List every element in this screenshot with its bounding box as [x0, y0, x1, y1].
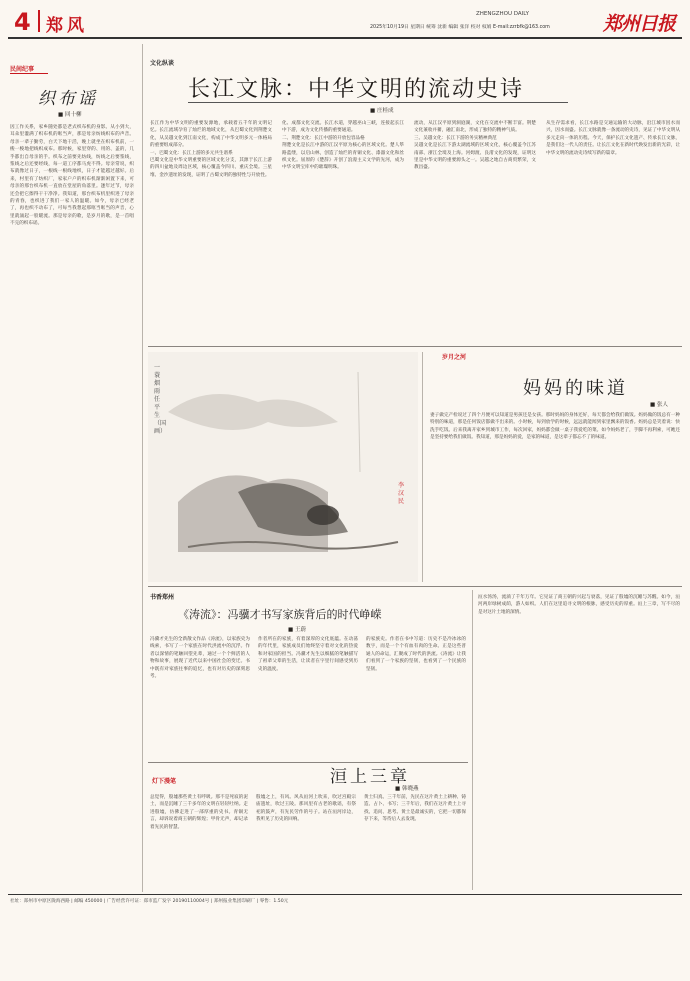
feature-bottom-rule: [148, 346, 682, 347]
essay-col-2: 殷墟之上，有风。风从洹河上吹来，吹过宫殿宗庙遗址，吹过王陵。那风里有古老的歌谣，有祭祀的鼓声，有先民劳作的号子。站在洹河岸边，我听见了历史的回响。: [256, 795, 356, 823]
page-number: 4: [14, 8, 31, 36]
page-number-divider: [38, 10, 40, 32]
mid-rule: [148, 586, 682, 587]
story-article: [428, 352, 682, 582]
footer-rule: [8, 894, 682, 895]
left-column-body: 因工作关系，家乡随处都是老式织布机的身影。从小到大，耳朵里灌满了织布机的哐当声，那是母亲纺线织布的声音。母亲一辈子勤劳，白天下地干活，晚上就坐在织布机前，一梭一梭地把线织成布。那时候，家里穿的、用的、盖的，几乎都出自母亲的手。织布之前要先纺线，纺线之后要浆线，浆线之后还要经线，每一道工序都马虎不得。母亲常说，织布就像过日子，一根线一根线地织，日子才能越过越好。后来，村里有了纺织厂，家家户户的织布机渐渐闲置下来，可母亲的那台织布机一直放在堂屋的角落里。逢年过节，母亲还会把它擦得干干净净。我知道，那台织布机里织进了母亲的青春，也织进了我们一家人的温暖。如今，母亲已经老了，再也织不动布了，可每当我想起那哐当哐当的声音，心里就涌起一股暖流。那是母亲的歌，是岁月的歌，是一首唱不完的织布谣。: [10, 125, 134, 227]
feature-col-4: 从生存需求看，长江水路是交通运输的大动脉，沿江城市因水而兴，因水而盛。长江文脉就像一条流动的史诗，见证了中华文明从多元走向一体的历程。今天，保护长江文化遗产、传承长江文脉，是我们这一代人的责任。让长江文化在新时代焕发出新的光彩，让中华文明的流动史诗续写新的篇章。: [546, 121, 680, 156]
left-tag-underline: [10, 73, 48, 74]
book-review-bottom-rule: [148, 762, 468, 763]
painting-divider: [422, 352, 423, 582]
footer-text: 社址：郑州市中原区陇海西路 | 邮编 450000 | 广告经营许可证：郑市监广发字 20190110004号 | 郑州报业集团印刷厂 | 零售：1.50元: [10, 899, 289, 904]
story-title: 妈妈的味道: [523, 378, 628, 399]
newspaper-logo: 郑州日报: [603, 13, 676, 35]
section-name: 郑风: [46, 16, 88, 36]
feature-title-underline: [188, 102, 568, 103]
feature-col-3: 流动，从江汉平原到洞庭湖，文化在交流中不断丰富。荆楚文化兼收并蓄，融汇南北，形成了独特的精神气质。 三、吴越文化：长江下游的务实精神典范 吴越文化是长江下游太湖流域的区域文化，核心覆盖今江苏南部、浙江全境及上海。河姆渡、良渚文化的发现，证明这里是中华文明的重要源头之一。吴越之地自古商贸繁荣，文教昌盛。: [414, 121, 536, 171]
book-review-tag: 书香郑州: [150, 594, 175, 601]
essay-author: ■ 韩晓燕: [395, 786, 419, 792]
book-review-author: ■ 王蔚: [288, 627, 306, 633]
painting-artist: 李汉民: [398, 482, 405, 505]
header-rule: [8, 37, 682, 39]
book-review-title: 《涛流》：冯骥才书写家族背后的时代峥嵘: [178, 608, 382, 621]
essay-tag: 灯下漫笔: [152, 778, 177, 785]
painting: [148, 352, 418, 582]
story-body: 妻子做完产检说过了四个月便可以知道是男孩还是女孩。那时妈妈的身体还好，每天都会给我们做饭。妈妈做的饭总有一种特别的味道，那是任何饭店都做不出来的。小时候，每到放学的时候，远远就能闻到家里飘来的饭香。妈妈总是笑着说：快洗手吃饭。后来我离开家乡到城市工作，每次回家，妈妈都会做一桌子我爱吃的菜。如今妈妈老了，手脚不再利索，可她还是坚持要给我们做饭。我知道，那是妈妈的爱，是家的味道，是这辈子都忘不了的味道。: [430, 413, 680, 441]
page-header: [8, 6, 682, 36]
essay-title: 洹上三章: [330, 767, 410, 787]
left-column: [8, 44, 138, 889]
story-tag: 岁月之河: [442, 354, 467, 361]
feature-title: 长江文脉：中华文明的流动史诗: [188, 77, 525, 102]
essay-col-4: 洹水汤汤，流淌了千年万年。它见证了商王朝的兴起与衰落，见证了殷墟的沉睡与苏醒。如今，洹河两岸绿树成荫，游人如织。人们在这里追寻文明的根脉，感受历史的厚重。洹上三章，写不尽的是对这片土地的深情。: [478, 595, 680, 615]
ink-painting-image: [148, 352, 418, 582]
feature-tag: 文化纵谈: [150, 60, 175, 67]
left-column-author: ■ 回十柳: [58, 112, 82, 118]
left-column-tag: 民间纪事: [10, 66, 35, 73]
book-review-col-3: 的家族史。作者在书中写道：历史不是冷冰冰的数字，而是一个个有血有肉的生命。正是这些普通人的命运，汇聚成了时代的洪流。《涛流》让我们看到了一个家族的坚韧，也看到了一个民族的坚韧。: [366, 637, 466, 672]
feature-article: [148, 44, 682, 344]
book-review-col-1: 冯骥才先生的全新散文作品《涛流》，以家族史为线索，书写了一个家族在时代洪流中的沉浮。作者以深情的笔触回望先辈，通过一个个鲜活的人物和故事，展现了近代以来中国社会的变迁。书中既有对家族往事的追忆，也有对历史的深刻思考。: [150, 637, 250, 680]
feature-col-2: 化、成都文化交流。长江水道，穿越巫山三峡，连接起长江中下游，成为文化传播的重要通道。 二、荆楚文化：长江中游的开放包容品格 荆楚文化是长江中游的江汉平原为核心的区域文化。楚人筚路蓝缕，以启山林，创造了灿烂的青铜文化、漆器文化和丝织文化。屈原的《楚辞》开创了浪漫主义文学的先河，成为中华文明宝库中的璀璨明珠。: [282, 121, 404, 171]
date-line: 2025年10月19日 星期日 统筹 沈新 编辑 张洋 校对 权娟 E-mail:zzrbfk@163.com: [370, 25, 550, 30]
paper-name-en: ZHENGZHOU DAILY: [476, 11, 529, 17]
feature-col-1: 长江作为中华文明的重要发源地，承载着五千年的文明记忆。长江流域孕育了灿烂的地域文化，从巴蜀文化到荆楚文化，从吴越文化到江南文化，构成了中华文明多元一体格局的重要组成部分。 一、巴蜀文化：长江上游的多元共生谱系 巴蜀文化是中华文明重要的区域文化分支，其源于长江上游的四川盆地及周边区域，核心覆盖今四川、重庆全境。三星堆、金沙遗址的发现，证明了古蜀文明的独特性与开放性。: [150, 121, 272, 178]
essay-col-3: 黄土归真。三千年前，先民在这片黄土上耕种、铸造、占卜、书写；三千年后，我们在这片黄土上寻找、追问、思考。黄土是最诚实的，它把一切都保存下来，等待后人去发现。: [364, 795, 466, 823]
book-review-divider: [472, 590, 473, 890]
left-column-title: 织布谣: [38, 89, 98, 109]
story-author: ■ 张人: [650, 402, 668, 408]
left-column-divider: [142, 44, 143, 892]
book-review-col-2: 作者所在的家族，有着深厚的文化底蕴。在动荡的年代里，家族成员们始终坚守着对文化的热爱和对家国的担当。冯骥才先生以细腻的笔触描写了祖辈父辈的生活，让读者在字里行间感受到历史的温度。: [258, 637, 358, 672]
painting-caption: 一蓑烟雨任平生（国画）: [154, 364, 167, 435]
feature-author: ■ 庄桂成: [370, 108, 394, 114]
book-review: [148, 590, 468, 760]
essay-col-1: 总觉得，殷墟那些黄土有呼吸。那不是死寂的泥土，而是沉睡了三千多年的文明在轻轻吐纳。走进殷墟，仿佛走进了一部厚重的史书。青铜无言，却诉说着商王朝的辉煌；甲骨无声，却记录着先民的智慧。: [150, 795, 248, 830]
